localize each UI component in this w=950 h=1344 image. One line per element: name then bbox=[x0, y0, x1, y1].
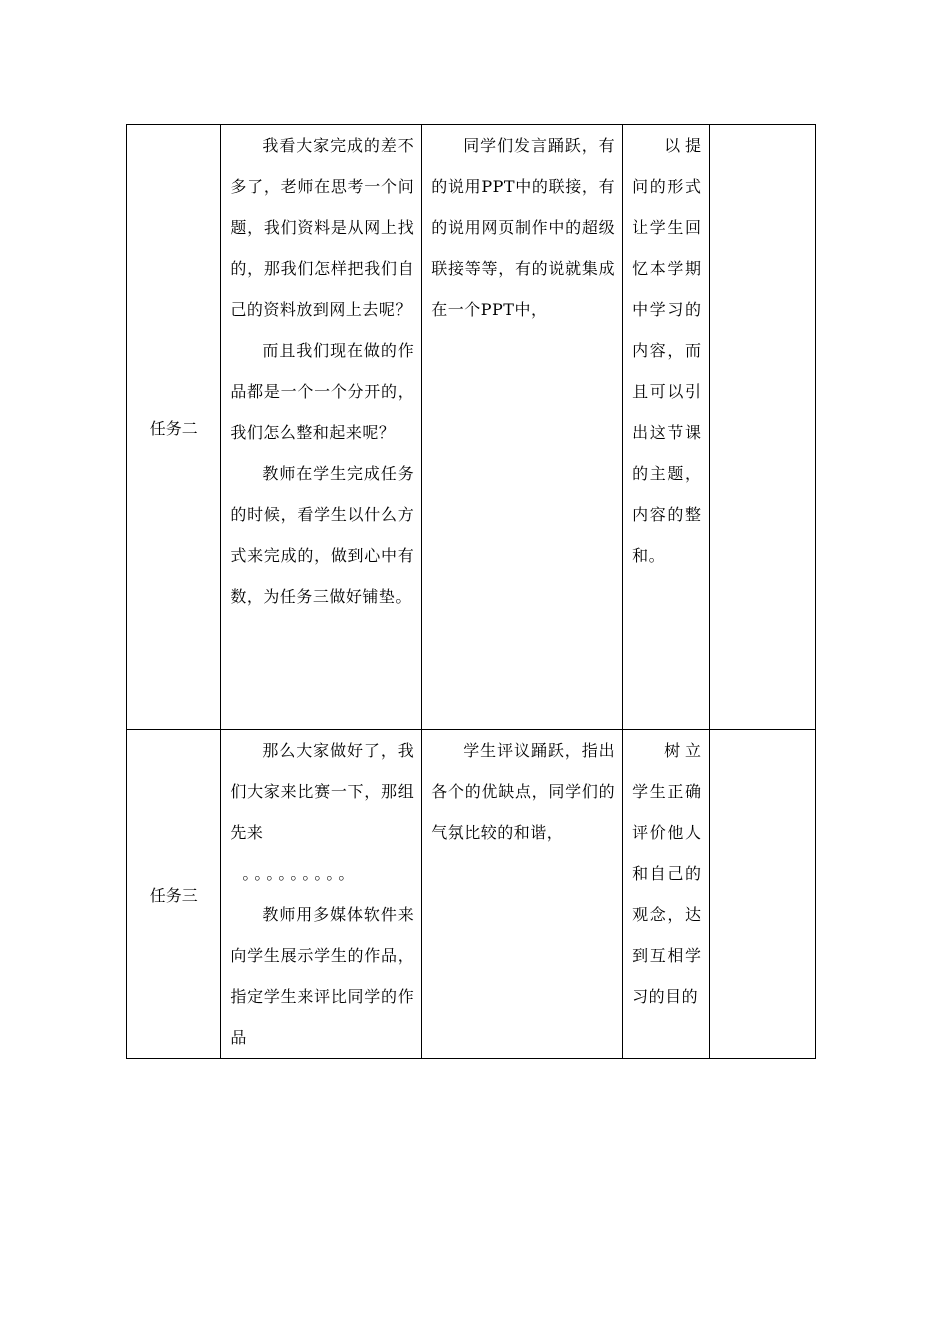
teacher-activity-paragraph: 而且我们现在做的作品都是一个一个分开的，我们怎么整和起来呢？ bbox=[230, 341, 415, 442]
ellipsis-line: 。。。。。。。。。 bbox=[242, 864, 359, 883]
design-intent-cell bbox=[623, 125, 709, 730]
table-row bbox=[127, 125, 816, 730]
note-cell bbox=[709, 125, 816, 730]
design-intent-cell bbox=[623, 730, 709, 1059]
teacher-activity-paragraph: 那么大家做好了，我们大家来比赛一下，那组先来 bbox=[230, 741, 415, 842]
teacher-activity-cell bbox=[221, 125, 422, 730]
task-name-cell bbox=[127, 730, 221, 1059]
student-activity-cell bbox=[422, 125, 623, 730]
teacher-activity-paragraph: 教师在学生完成任务的时候，看学生以什么方式来完成的，做到心中有数，为任务三做好铺垫。 bbox=[230, 464, 415, 606]
lesson-plan-table bbox=[126, 124, 816, 1059]
teacher-activity-paragraph: 我看大家完成的差不多了，老师在思考一个问题，我们资料是从网上找的，那我们怎样把我们自己的资料放到网上去呢？ bbox=[230, 136, 415, 319]
student-activity-paragraph: 学生评议踊跃，指出各个的优缺点，同学们的气氛比较的和谐， bbox=[431, 741, 616, 842]
teacher-activity-paragraph: 教师用多媒体软件来向学生展示学生的作品，指定学生来评比同学的作品 bbox=[230, 905, 415, 1047]
teacher-activity-cell bbox=[221, 730, 422, 1059]
design-intent-paragraph: 树立学生正确评价他人和自己的观念，达到互相学习的目的 bbox=[632, 741, 702, 1006]
table-row bbox=[127, 730, 816, 1059]
student-activity-paragraph: 同学们发言踊跃，有的说用PPT中的联接，有的说用网页制作中的超级联接等等，有的说就集成在一个PPT中， bbox=[431, 136, 616, 319]
note-cell bbox=[709, 730, 816, 1059]
design-intent-paragraph: 以提问的形式让学生回忆本学期中学习的内容，而且可以引出这节课的主题，内容的整和。 bbox=[632, 136, 702, 565]
task-name-cell bbox=[127, 125, 221, 730]
student-activity-cell bbox=[422, 730, 623, 1059]
task-name: 任务二 bbox=[149, 418, 198, 438]
task-name: 任务三 bbox=[149, 885, 198, 905]
